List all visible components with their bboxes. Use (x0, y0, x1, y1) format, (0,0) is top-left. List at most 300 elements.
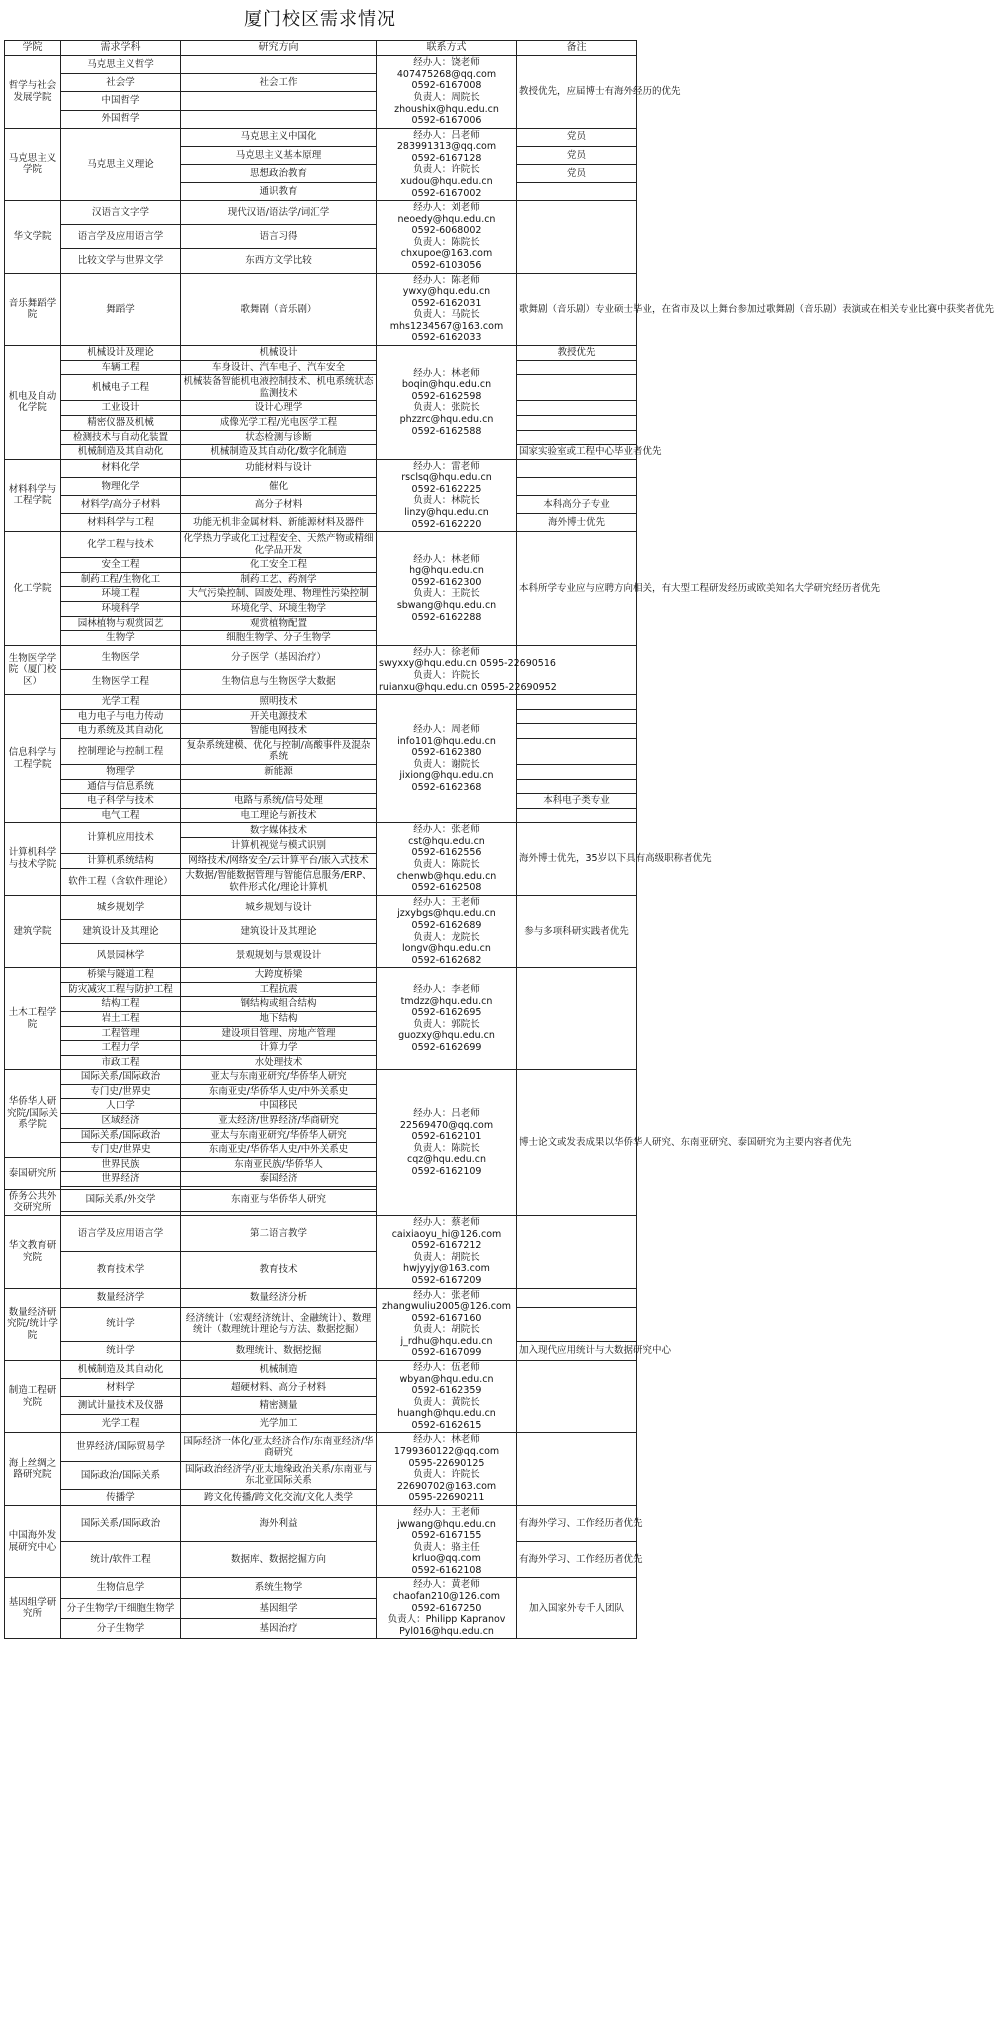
contact-line: cst@hqu.edu.cn (408, 835, 485, 847)
contact-line: krluo@qq.com (412, 1553, 481, 1565)
note-line: 本科电子类专业 (543, 795, 610, 807)
contact-line: wbyan@hqu.edu.cn (399, 1373, 494, 1385)
subject-cell: 园林植物与观赏园艺 (61, 616, 181, 631)
note-cell (517, 1433, 637, 1505)
note-cell (517, 415, 637, 430)
college-cell: 泰国研究所 (5, 1157, 61, 1189)
subject-cell: 通信与信息系统 (61, 779, 181, 794)
note-cell (517, 968, 637, 1070)
note-cell (517, 709, 637, 724)
contact-line: 0592-6162508 (411, 882, 482, 894)
contact-line: 负责人：许院长 (413, 164, 480, 176)
subject-cell: 汉语言文字学 (61, 201, 181, 225)
direction-cell: 社会工作 (181, 74, 377, 92)
college-cell: 基因组学研究所 (5, 1578, 61, 1639)
subject-cell: 结构工程 (61, 997, 181, 1012)
contact-line: 经办人：徐老师 (413, 646, 480, 658)
page-title: 厦门校区需求情况 (244, 9, 396, 30)
subject-cell: 统计学 (61, 1307, 181, 1341)
college-cell: 土木工程学院 (5, 968, 61, 1070)
direction-cell: 环境化学、环境生物学 (181, 602, 377, 617)
subject-cell: 材料化学 (61, 459, 181, 477)
subject-cell: 生物医学工程 (61, 670, 181, 695)
contact-line: 0592-6162109 (411, 1165, 482, 1177)
subject-cell: 材料学 (61, 1379, 181, 1397)
contact-line: 0592-6162359 (411, 1385, 482, 1397)
note-cell (517, 1505, 643, 1541)
college-cell: 材料科学与工程学院 (5, 459, 61, 531)
direction-cell: 东西方文学比较 (181, 249, 377, 273)
subject-cell: 语言学及应用语言学 (61, 1216, 181, 1252)
direction-cell: 国际经济一体化/亚太经济合作/东南亚经济/华商研究 (181, 1433, 377, 1461)
table-row (5, 128, 637, 146)
subject-cell: 区域经济 (61, 1114, 181, 1129)
subject-cell: 传播学 (61, 1490, 181, 1506)
table-row (5, 724, 637, 739)
note-line: 国家实验室或工程中心毕业者优先 (519, 446, 662, 458)
subject-cell: 电气工程 (61, 808, 181, 823)
note-cell (517, 779, 637, 794)
contact-line: 经办人：刘老师 (413, 202, 480, 214)
contact-line: 经办人：雷老师 (413, 460, 480, 472)
contact-line: rsclsq@hqu.edu.cn (401, 472, 492, 484)
direction-cell: 系统生物学 (181, 1578, 377, 1598)
direction-cell: 机械装备智能机电液控制技术、机电系统状态监测技术 (181, 375, 377, 401)
note-cell (517, 808, 637, 823)
table-row (5, 1433, 637, 1461)
note-line: 歌舞剧（音乐剧）专业硕士毕业，在省市及以上舞台参加过歌舞剧（音乐剧）表演或在相关专业比赛中获奖者优先 (519, 303, 994, 315)
contact-cell (377, 128, 517, 200)
subject-cell: 国际关系/国际政治 (61, 1128, 181, 1143)
table-row (5, 1341, 637, 1360)
subject-cell: 分子生物学 (61, 1619, 181, 1639)
note-cell (517, 1578, 637, 1639)
subject-cell: 数量经济学 (61, 1288, 181, 1307)
direction-cell: 细胞生物学、分子生物学 (181, 631, 377, 646)
contact-line: 0592-6167155 (411, 1530, 482, 1542)
table-row (5, 808, 637, 823)
contact-cell (377, 1505, 517, 1577)
subject-cell: 光学工程 (61, 1415, 181, 1433)
contact-line: 经办人：王老师 (413, 896, 480, 908)
subject-cell: 统计学 (61, 1341, 181, 1360)
college-cell: 马克思主义学院 (5, 128, 61, 200)
subject-cell: 城乡规划学 (61, 895, 181, 919)
contact-line: caixiaoyu_hi@126.com (391, 1228, 502, 1240)
subject-cell: 分子生物学/干细胞生物学 (61, 1598, 181, 1618)
direction-cell: 复杂系统建模、优化与控制/高酸事件及混杂系统 (181, 738, 377, 764)
direction-cell: 计算机视觉与模式识别 (181, 838, 377, 853)
subject-cell: 化学工程与技术 (61, 532, 181, 558)
subject-cell: 市政工程 (61, 1055, 181, 1070)
contact-line: swyxxy@hqu.edu.cn 0595-22690516 (379, 658, 556, 670)
direction-cell (181, 92, 377, 110)
contact-cell (377, 645, 557, 694)
college-cell: 建筑学院 (5, 895, 61, 967)
note-line: 教授优先，应届博士有海外经历的优先 (519, 86, 681, 98)
contact-line: 0592-6167002 (411, 187, 482, 199)
subject-cell: 马克思主义哲学 (61, 56, 181, 74)
contact-line: 0592-6162220 (411, 518, 482, 530)
note-line: 党员 (566, 167, 586, 179)
contact-line: 0592-6162689 (411, 919, 482, 931)
direction-cell: 东南亚民族/华侨华人 (181, 1157, 377, 1172)
subject-cell: 机械设计及理论 (61, 346, 181, 361)
contact-line: 0592-6103056 (411, 260, 482, 272)
subject-cell: 人口学 (61, 1099, 181, 1114)
contact-line: guozxy@hqu.edu.cn (398, 1030, 495, 1042)
table-row (5, 1307, 637, 1341)
contact-line: 0592-6162695 (411, 1007, 482, 1019)
direction-cell: 生物信息与生物医学大数据 (181, 670, 377, 695)
direction-cell: 基因组学 (181, 1598, 377, 1618)
contact-line: 0592-6162588 (411, 425, 482, 437)
direction-cell: 亚太与东南亚研究/华侨华人研究 (181, 1070, 377, 1085)
direction-cell: 经济统计（宏观经济统计、金融统计）、数理统计（数理统计理论与方法、数据挖掘） (181, 1307, 377, 1341)
direction-cell: 化工安全工程 (181, 558, 377, 573)
note-cell (517, 764, 637, 779)
subject-cell: 电子科学与技术 (61, 794, 181, 809)
note-line: 教授优先 (557, 347, 596, 359)
contact-line: 负责人：陈院长 (413, 1142, 480, 1154)
table-row (5, 415, 637, 430)
note-cell (517, 794, 637, 809)
direction-cell: 基因治疗 (181, 1619, 377, 1639)
subject-cell: 安全工程 (61, 558, 181, 573)
contact-line: chenwb@hqu.edu.cn (396, 870, 497, 882)
note-line: 有海外学习、工作经历者优先 (519, 1517, 643, 1529)
subject-cell: 防灾减灾工程与防护工程 (61, 982, 181, 997)
contact-line: 负责人：王院长 (413, 588, 480, 600)
direction-cell: 大气污染控制、固废处理、物理性污染控制 (181, 587, 377, 602)
contact-line: ruianxu@hqu.edu.cn 0595-22690952 (379, 681, 557, 693)
contact-line: 0592-6167008 (411, 80, 482, 92)
direction-cell: 海外利益 (181, 1505, 377, 1541)
subject-cell: 物理学 (61, 764, 181, 779)
direction-cell: 数量经济分析 (181, 1288, 377, 1307)
college-cell: 中国海外发展研究中心 (5, 1505, 61, 1577)
direction-cell: 东南亚史/华侨华人史/中外关系史 (181, 1084, 377, 1099)
direction-cell: 东南亚史/华侨华人史/中外关系史 (181, 1143, 377, 1158)
direction-cell: 计算力学 (181, 1041, 377, 1056)
subject-cell: 精密仪器及机械 (61, 415, 181, 430)
college-cell: 哲学与社会发展学院 (5, 56, 61, 128)
college-cell: 信息科学与工程学院 (5, 695, 61, 823)
contact-line: 负责人：龙院长 (413, 931, 480, 943)
subject-cell: 中国哲学 (61, 92, 181, 110)
note-cell (517, 445, 662, 460)
contact-line: 负责人：黄院长 (413, 1396, 480, 1408)
table-row (5, 794, 637, 809)
note-cell (517, 495, 637, 513)
note-cell (517, 1288, 637, 1307)
contact-line: 经办人：饶老师 (413, 57, 480, 69)
direction-cell: 东南亚与华侨华人研究 (181, 1189, 377, 1211)
contact-line: 经办人：陈老师 (413, 274, 480, 286)
contact-line: 0592-6167128 (411, 152, 482, 164)
table-row (5, 1216, 637, 1252)
direction-cell: 数据库、数据挖掘方向 (181, 1542, 377, 1578)
contact-line: 经办人：张老师 (413, 1289, 480, 1301)
direction-cell: 机械制造及其自动化/数字化制造 (181, 445, 377, 460)
contact-line: zhoushix@hqu.edu.cn (394, 103, 499, 115)
table-row (5, 445, 637, 460)
note-cell (517, 532, 881, 646)
contact-line: chxupoe@163.com (400, 248, 493, 260)
subject-cell: 建筑设计及其理论 (61, 919, 181, 943)
college-cell: 华文教育研究院 (5, 1216, 61, 1288)
contact-cell (377, 1578, 517, 1639)
direction-cell: 地下结构 (181, 1011, 377, 1026)
table-row (5, 695, 637, 710)
subject-cell: 世界经济 (61, 1172, 181, 1187)
college-cell: 计算机科学与技术学院 (5, 823, 61, 895)
table-row (5, 459, 637, 477)
subject-cell: 国际政治/国际关系 (61, 1461, 181, 1489)
contact-line: 经办人：林老师 (413, 367, 480, 379)
contact-line: 经办人：李老师 (413, 984, 480, 996)
contact-line: 0592-6162682 (411, 954, 482, 966)
contact-line: jixiong@hqu.edu.cn (399, 770, 494, 782)
note-cell (517, 724, 637, 739)
contact-line: 经办人：伍老师 (413, 1362, 480, 1373)
direction-cell: 照明技术 (181, 695, 377, 710)
contact-line: 负责人：张院长 (413, 402, 480, 414)
direction-cell: 数理统计、数据挖掘 (181, 1341, 377, 1360)
contact-line: 负责人：Philipp Kapranov (387, 1614, 506, 1626)
college-cell: 音乐舞蹈学院 (5, 273, 61, 345)
direction-cell: 网络技术/网络安全/云计算平台/嵌入式技术 (181, 853, 377, 868)
college-cell: 数量经济研究院/统计学院 (5, 1288, 61, 1360)
contact-line: zhangwuliu2005@126.com (381, 1301, 512, 1313)
subject-cell: 马克思主义理论 (61, 128, 181, 200)
subject-cell: 工程管理 (61, 1026, 181, 1041)
subject-cell: 物理化学 (61, 477, 181, 495)
direction-cell: 教育技术 (181, 1252, 377, 1288)
subject-cell: 控制理论与控制工程 (61, 738, 181, 764)
subject-cell: 检测技术与自动化装置 (61, 430, 181, 445)
direction-cell: 马克思主义中国化 (181, 128, 377, 146)
table-row (5, 346, 637, 361)
college-cell: 华侨华人研究院/国际关系学院 (5, 1070, 61, 1157)
direction-cell: 第二语言教学 (181, 1216, 377, 1252)
contact-line: jwwang@hqu.edu.cn (397, 1518, 496, 1530)
direction-cell: 功能材料与设计 (181, 459, 377, 477)
direction-cell: 催化 (181, 477, 377, 495)
demand-table (4, 40, 994, 1639)
subject-cell: 外国哲学 (61, 110, 181, 128)
note-cell (517, 514, 637, 532)
subject-cell: 桥梁与隧道工程 (61, 968, 181, 983)
contact-line: boqin@hqu.edu.cn (401, 379, 492, 391)
contact-line: 0592-6167099 (411, 1347, 482, 1359)
contact-line: 负责人：谢院长 (413, 758, 480, 770)
contact-line: 负责人：林院长 (413, 495, 480, 507)
table-row (5, 401, 637, 416)
table-row (5, 360, 637, 375)
direction-cell: 电工理论与新技术 (181, 808, 377, 823)
direction-cell: 超硬材料、高分子材料 (181, 1379, 377, 1397)
note-cell (517, 1307, 637, 1341)
subject-cell: 制药工程/生物化工 (61, 572, 181, 587)
contact-line: 负责人：郭院长 (413, 1018, 480, 1030)
contact-cell (377, 532, 517, 646)
contact-cell (377, 56, 517, 128)
contact-line: chaofan210@126.com (392, 1590, 501, 1602)
subject-cell: 国际关系/国际政治 (61, 1070, 181, 1085)
direction-cell: 国际政治经济学/亚太地缘政治关系/东南亚与东北亚国际关系 (181, 1461, 377, 1489)
note-cell (517, 695, 637, 710)
contact-line: hwjyyjy@163.com (403, 1263, 490, 1275)
subject-cell: 国际关系/外交学 (61, 1189, 181, 1211)
note-line: 本科所学专业应与应聘方向相关，有大型工程研发经历或欧美知名大学研究经历者优先 (519, 582, 881, 594)
subject-cell: 材料学/高分子材料 (61, 495, 181, 513)
note-cell (517, 823, 712, 895)
note-line: 本科高分子专业 (543, 498, 610, 510)
note-line: 加入现代应用统计与大数据研究中心 (519, 1345, 672, 1357)
direction-cell: 马克思主义基本原理 (181, 146, 377, 164)
note-cell (517, 182, 637, 200)
subject-cell: 语言学及应用语言学 (61, 225, 181, 249)
direction-cell: 钢结构或组合结构 (181, 997, 377, 1012)
direction-cell (181, 56, 377, 74)
subject-cell: 统计/软件工程 (61, 1542, 181, 1578)
note-cell (517, 1542, 643, 1578)
table-row (5, 495, 637, 513)
note-cell (517, 56, 681, 128)
direction-cell: 状态检测与诊断 (181, 430, 377, 445)
note-line: 海外博士优先 (547, 516, 605, 528)
contact-line: 经办人：吕老师 (413, 1107, 480, 1119)
contact-cell (377, 823, 517, 895)
table-row (5, 1288, 637, 1307)
note-cell (517, 201, 637, 273)
direction-cell: 功能无机非金属材料、新能源材料及器件 (181, 514, 377, 532)
subject-cell: 专门史/世界史 (61, 1084, 181, 1099)
contact-line: 0592-6162101 (411, 1131, 482, 1143)
college-cell: 侨务公共外交研究所 (5, 1189, 61, 1215)
subject-cell: 工程力学 (61, 1041, 181, 1056)
note-cell (517, 1070, 852, 1216)
subject-cell: 生物学 (61, 631, 181, 646)
table-body (5, 56, 994, 1639)
direction-cell: 机械制造 (181, 1361, 377, 1379)
table-row (5, 709, 637, 724)
direction-cell: 语言习得 (181, 225, 377, 249)
contact-line: 负责人：陈院长 (413, 859, 480, 871)
college-cell: 生物医学学院（厦门校区） (5, 645, 61, 694)
direction-cell: 歌舞剧（音乐剧） (181, 273, 377, 345)
contact-line: 负责人：许院长 (413, 669, 480, 681)
contact-line: 0592-6167209 (411, 1274, 482, 1286)
contact-line: 0592-6162108 (411, 1564, 482, 1576)
note-line: 有海外学习、工作经历者优先 (519, 1554, 643, 1565)
contact-line: jzxybgs@hqu.edu.cn (397, 908, 496, 920)
contact-line: sbwang@hqu.edu.cn (396, 600, 497, 612)
contact-cell (377, 273, 517, 345)
direction-cell: 设计心理学 (181, 401, 377, 416)
contact-line: 1799360122@qq.com (393, 1446, 500, 1458)
direction-cell: 景观规划与景观设计 (181, 944, 377, 968)
direction-cell: 工程抗震 (181, 982, 377, 997)
subject-cell: 生物医学 (61, 645, 181, 670)
direction-cell: 分子医学（基因治疗） (181, 645, 377, 670)
note-cell (517, 477, 637, 495)
contact-line: 负责人：陈院长 (413, 236, 480, 248)
table-row (5, 56, 637, 74)
table-row (5, 477, 637, 495)
direction-cell: 城乡规划与设计 (181, 895, 377, 919)
contact-line: neoedy@hqu.edu.cn (397, 213, 496, 225)
college-cell: 海上丝绸之路研究院 (5, 1433, 61, 1505)
direction-cell: 思想政治教育 (181, 164, 377, 182)
contact-line: 0592-6167160 (411, 1312, 482, 1324)
direction-cell (181, 110, 377, 128)
direction-cell: 水处理技术 (181, 1055, 377, 1070)
note-line: 加入国家外专千人团队 (528, 1602, 624, 1614)
note-line: 博士论文或发表成果以华侨华人研究、东南亚研究、泰国研究为主要内容者优先 (519, 1136, 852, 1148)
contact-line: 0592-6162288 (411, 611, 482, 623)
contact-line: 0592-6167006 (411, 115, 482, 127)
contact-cell (377, 968, 517, 1070)
column-header: 学院 (5, 41, 61, 56)
subject-cell: 岩土工程 (61, 1011, 181, 1026)
contact-line: 0592-6162556 (411, 847, 482, 859)
note-cell (517, 738, 637, 764)
college-cell: 制造工程研究院 (5, 1361, 61, 1433)
table-row (5, 779, 637, 794)
note-cell (517, 459, 637, 477)
direction-cell: 高分子材料 (181, 495, 377, 513)
table-row (5, 895, 637, 919)
contact-line: 0592-6162615 (411, 1419, 482, 1431)
subject-cell: 车辆工程 (61, 360, 181, 375)
contact-line: xudou@hqu.edu.cn (400, 175, 493, 187)
direction-cell: 制药工艺、药剂学 (181, 572, 377, 587)
contact-line: 22690702@163.com (396, 1480, 497, 1492)
contact-cell (377, 1433, 517, 1505)
table-row (5, 645, 637, 670)
note-cell (517, 375, 637, 401)
contact-cell (377, 1070, 517, 1216)
contact-cell (377, 895, 517, 967)
direction-cell: 泰国经济 (181, 1172, 377, 1187)
subject-cell: 电力系统及其自动化 (61, 724, 181, 739)
contact-line: 0592-6167250 (411, 1602, 482, 1614)
contact-line: 407475268@qq.com (396, 68, 497, 80)
note-cell (517, 360, 637, 375)
table-row (5, 375, 637, 401)
contact-line: linzy@hqu.edu.cn (404, 507, 489, 518)
direction-cell: 精密测量 (181, 1397, 377, 1415)
contact-line: 经办人：吕老师 (413, 129, 480, 141)
contact-line: 负责人：马院长 (413, 309, 480, 321)
subject-cell: 环境工程 (61, 587, 181, 602)
note-cell (517, 401, 637, 416)
table-row (5, 273, 637, 345)
table-row (5, 823, 637, 838)
college-cell: 化工学院 (5, 532, 61, 646)
contact-line: 0592-6162380 (411, 747, 482, 759)
contact-line: huangh@hqu.edu.cn (397, 1408, 496, 1420)
direction-cell: 建设项目管理、房地产管理 (181, 1026, 377, 1041)
direction-cell: 大数据/智能数据管理与智能信息服务/ERP、软件形式化/理论计算机 (181, 868, 377, 895)
note-cell (517, 273, 994, 345)
subject-cell: 机械制造及其自动化 (61, 445, 181, 460)
contact-line: 负责人：许院长 (413, 1469, 480, 1481)
note-cell (517, 1341, 672, 1360)
contact-cell (377, 1361, 517, 1433)
